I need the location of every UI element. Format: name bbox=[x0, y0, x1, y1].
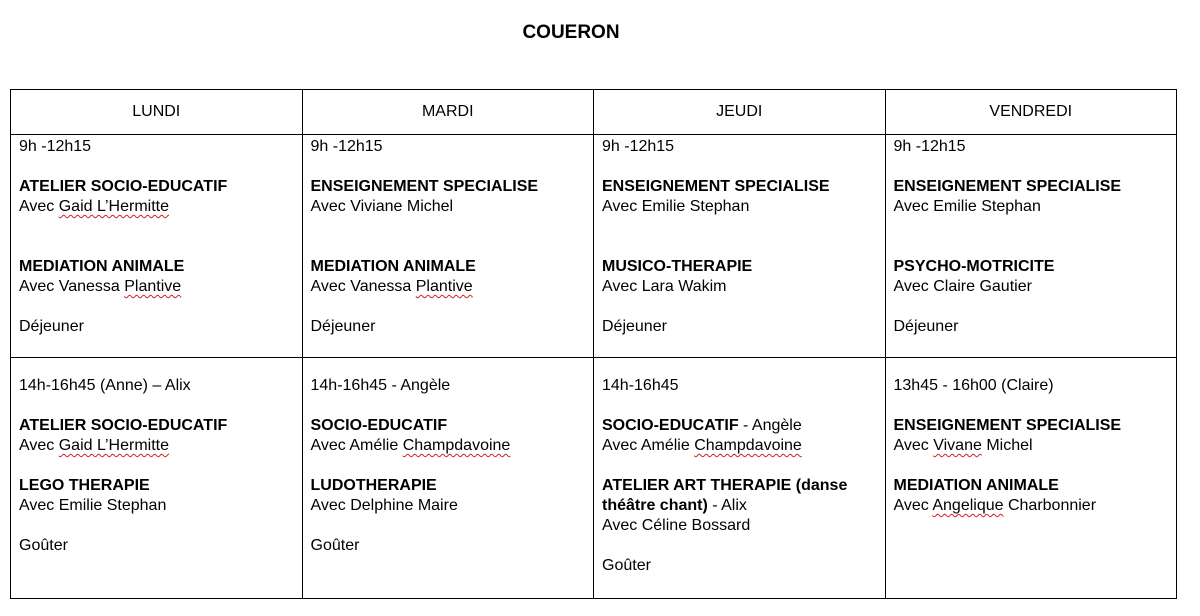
instructor-prefix: Avec Amélie bbox=[602, 437, 695, 454]
instructor-line bbox=[311, 277, 586, 297]
time-slot: 9h -12h15 bbox=[310, 138, 383, 155]
instructor-line bbox=[894, 436, 1169, 456]
activity-line bbox=[602, 416, 877, 436]
activity-suffix: - Alix bbox=[707, 497, 747, 514]
meal-label: Déjeuner bbox=[602, 318, 667, 335]
activity-title: ATELIER ART THERAPIE (danse bbox=[602, 477, 848, 494]
instructor-line: Avec Viviane Michel bbox=[310, 198, 454, 215]
activity-title: ATELIER SOCIO-EDUCATIF bbox=[19, 178, 228, 195]
instructor-line: Avec Emilie Stephan bbox=[893, 198, 1041, 215]
instructor-name: Plantive bbox=[124, 278, 182, 295]
instructor-line: Avec Emilie Stephan bbox=[602, 198, 750, 215]
instructor-name: Gaid L’Hermitte bbox=[58, 198, 169, 215]
activity-title-cont: théâtre chant) bbox=[602, 497, 708, 514]
schedule-table bbox=[10, 89, 1177, 599]
header-row bbox=[11, 90, 1177, 135]
cell-vendredi-afternoon bbox=[885, 358, 1177, 599]
cell-lundi-afternoon bbox=[11, 358, 303, 599]
instructor-prefix: Avec bbox=[19, 198, 59, 215]
time-slot: 13h45 - 16h00 (Claire) bbox=[893, 377, 1054, 394]
instructor-line: Avec Emilie Stephan bbox=[19, 497, 167, 514]
instructor-name: Angelique bbox=[932, 497, 1004, 514]
activity-title: LEGO THERAPIE bbox=[19, 477, 150, 494]
meal-label: Déjeuner bbox=[893, 318, 959, 335]
activity-title: SOCIO-EDUCATIF bbox=[602, 417, 739, 434]
cell-jeudi-afternoon bbox=[594, 358, 886, 599]
instructor-line bbox=[894, 496, 1169, 516]
instructor-name: Champdavoine bbox=[402, 437, 511, 454]
cell-lundi-morning bbox=[11, 135, 303, 358]
instructor-line: Avec Delphine Maire bbox=[310, 497, 458, 514]
activity-line bbox=[602, 496, 877, 516]
cell-vendredi-morning bbox=[885, 135, 1177, 358]
activity-title: MEDIATION ANIMALE bbox=[19, 258, 185, 275]
meal-label: Déjeuner bbox=[19, 318, 84, 335]
time-slot: 9h -12h15 bbox=[893, 138, 966, 155]
day-header-lundi: LUNDI bbox=[11, 90, 303, 135]
activity-title: PSYCHO-MOTRICITE bbox=[893, 258, 1055, 275]
cell-mardi-morning bbox=[302, 135, 594, 358]
instructor-prefix: Avec bbox=[893, 497, 933, 514]
activity-title: ENSEIGNEMENT SPECIALISE bbox=[893, 417, 1122, 434]
activity-title: LUDOTHERAPIE bbox=[310, 477, 437, 494]
activity-title: ATELIER SOCIO-EDUCATIF bbox=[19, 417, 228, 434]
instructor-name: Vivane bbox=[933, 437, 982, 454]
meal-label: Déjeuner bbox=[310, 318, 376, 335]
meal-label: Goûter bbox=[310, 537, 360, 554]
activity-title: SOCIO-EDUCATIF bbox=[310, 417, 448, 434]
time-slot: 14h-16h45 - Angèle bbox=[310, 377, 451, 394]
afternoon-row bbox=[11, 358, 1177, 599]
instructor-suffix: Charbonnier bbox=[1003, 497, 1097, 514]
instructor-line: Avec Lara Wakim bbox=[602, 278, 727, 295]
time-slot: 9h -12h15 bbox=[19, 138, 92, 155]
time-slot: 9h -12h15 bbox=[602, 138, 675, 155]
activity-title: MUSICO-THERAPIE bbox=[602, 258, 753, 275]
instructor-line bbox=[19, 197, 294, 217]
instructor-line bbox=[602, 436, 877, 456]
instructor-name: Champdavoine bbox=[694, 437, 802, 454]
page-title: COUERON bbox=[522, 22, 620, 43]
morning-row bbox=[11, 135, 1177, 358]
instructor-line: Avec Céline Bossard bbox=[602, 517, 751, 534]
instructor-prefix: Avec Vanessa bbox=[310, 278, 416, 295]
instructor-name: Gaid L’Hermitte bbox=[58, 437, 169, 454]
instructor-prefix: Avec Amélie bbox=[310, 437, 403, 454]
instructor-prefix: Avec bbox=[893, 437, 934, 454]
instructor-suffix: Michel bbox=[981, 437, 1033, 454]
instructor-prefix: Avec bbox=[19, 437, 59, 454]
instructor-line bbox=[19, 436, 294, 456]
instructor-name: Plantive bbox=[415, 278, 473, 295]
activity-suffix: - Angèle bbox=[738, 417, 802, 434]
day-header-mardi: MARDI bbox=[302, 90, 594, 135]
meal-label: Goûter bbox=[19, 537, 68, 554]
instructor-line: Avec Claire Gautier bbox=[893, 278, 1032, 295]
activity-title: ENSEIGNEMENT SPECIALISE bbox=[893, 178, 1122, 195]
cell-mardi-afternoon bbox=[302, 358, 594, 599]
meal-label: Goûter bbox=[602, 557, 651, 574]
instructor-line bbox=[19, 277, 294, 297]
time-slot: 14h-16h45 bbox=[602, 377, 679, 394]
day-header-vendredi: VENDREDI bbox=[885, 90, 1177, 135]
time-slot: 14h-16h45 (Anne) – Alix bbox=[19, 377, 191, 394]
activity-title: MEDIATION ANIMALE bbox=[893, 477, 1059, 494]
activity-title: ENSEIGNEMENT SPECIALISE bbox=[602, 178, 830, 195]
cell-jeudi-morning bbox=[594, 135, 886, 358]
activity-title: ENSEIGNEMENT SPECIALISE bbox=[310, 178, 539, 195]
day-header-jeudi: JEUDI bbox=[594, 90, 886, 135]
instructor-prefix: Avec Vanessa bbox=[19, 278, 125, 295]
activity-title: MEDIATION ANIMALE bbox=[310, 258, 476, 275]
instructor-line bbox=[311, 436, 586, 456]
